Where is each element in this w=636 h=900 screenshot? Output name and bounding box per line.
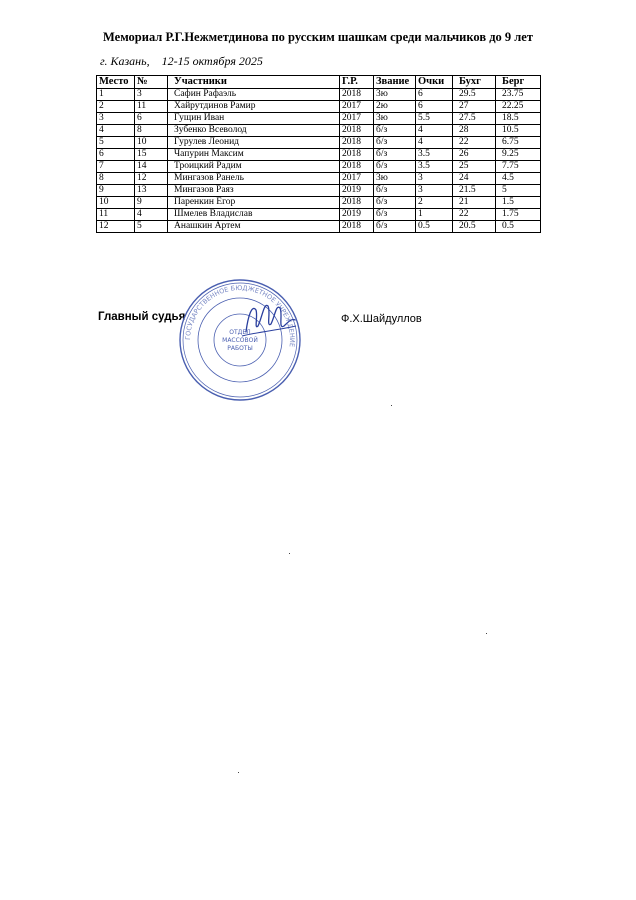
scan-speck bbox=[486, 633, 487, 634]
cell-number: 8 bbox=[135, 125, 168, 137]
cell-rank: 3ю bbox=[374, 173, 416, 185]
cell-number: 10 bbox=[135, 137, 168, 149]
cell-place: 3 bbox=[97, 113, 135, 125]
stamp-ring-text: ГОСУДАРСТВЕННОЕ БЮДЖЕТНОЕ УЧРЕЖДЕНИЕ bbox=[183, 283, 297, 348]
cell-points: 5.5 bbox=[416, 113, 453, 125]
stamp-center-line-2: МАССОВОЙ bbox=[222, 337, 258, 344]
cell-buchholz: 26 bbox=[453, 149, 496, 161]
cell-birth-year: 2017 bbox=[340, 173, 374, 185]
header-birth-year: Г.Р. bbox=[340, 76, 374, 89]
header-participants: Участники bbox=[168, 76, 340, 89]
cell-buchholz: 27.5 bbox=[453, 113, 496, 125]
cell-place: 4 bbox=[97, 125, 135, 137]
cell-berger: 1.5 bbox=[496, 197, 541, 209]
cell-buchholz: 22 bbox=[453, 209, 496, 221]
cell-buchholz: 22 bbox=[453, 137, 496, 149]
cell-number: 5 bbox=[135, 221, 168, 233]
cell-participant: Анашкин Артем bbox=[168, 221, 340, 233]
cell-berger: 18.5 bbox=[496, 113, 541, 125]
cell-number: 14 bbox=[135, 161, 168, 173]
cell-points: 3 bbox=[416, 185, 453, 197]
cell-birth-year: 2017 bbox=[340, 101, 374, 113]
scan-speck bbox=[238, 772, 239, 773]
cell-participant: Мингазов Раяз bbox=[168, 185, 340, 197]
cell-birth-year: 2018 bbox=[340, 125, 374, 137]
cell-berger: 9.25 bbox=[496, 149, 541, 161]
cell-points: 0.5 bbox=[416, 221, 453, 233]
cell-place: 8 bbox=[97, 173, 135, 185]
cell-participant: Хайрутдинов Рамир bbox=[168, 101, 340, 113]
cell-berger: 5 bbox=[496, 185, 541, 197]
header-points: Очки bbox=[416, 76, 453, 89]
cell-participant: Троицкий Радим bbox=[168, 161, 340, 173]
cell-place: 5 bbox=[97, 137, 135, 149]
header-place: Место bbox=[97, 76, 135, 89]
document-title: Мемориал Р.Г.Нежметдинова по русским шашкам среди мальчиков до 9 лет bbox=[103, 30, 533, 44]
cell-buchholz: 21.5 bbox=[453, 185, 496, 197]
cell-rank: б/з bbox=[374, 221, 416, 233]
cell-rank: 3ю bbox=[374, 113, 416, 125]
cell-berger: 1.75 bbox=[496, 209, 541, 221]
cell-berger: 6.75 bbox=[496, 137, 541, 149]
cell-number: 15 bbox=[135, 149, 168, 161]
cell-birth-year: 2018 bbox=[340, 161, 374, 173]
cell-points: 3.5 bbox=[416, 149, 453, 161]
cell-birth-year: 2019 bbox=[340, 209, 374, 221]
cell-number: 6 bbox=[135, 113, 168, 125]
chief-judge-label: Главный судья bbox=[98, 311, 186, 323]
cell-berger: 23.75 bbox=[496, 89, 541, 101]
header-number: № bbox=[135, 76, 168, 89]
event-place-dates bbox=[100, 54, 263, 69]
cell-buchholz: 21 bbox=[453, 197, 496, 209]
cell-buchholz: 20.5 bbox=[453, 221, 496, 233]
cell-points: 3.5 bbox=[416, 161, 453, 173]
cell-points: 6 bbox=[416, 89, 453, 101]
table-row bbox=[97, 125, 541, 137]
header-berger: Берг bbox=[496, 76, 541, 89]
cell-number: 13 bbox=[135, 185, 168, 197]
cell-rank: б/з bbox=[374, 197, 416, 209]
stamp-center-line-3: РАБОТЫ bbox=[227, 345, 253, 352]
cell-berger: 7.75 bbox=[496, 161, 541, 173]
event-dates: 12-15 октября 2025 bbox=[161, 54, 263, 68]
cell-buchholz: 28 bbox=[453, 125, 496, 137]
cell-participant: Шмелев Владислав bbox=[168, 209, 340, 221]
cell-participant: Гущин Иван bbox=[168, 113, 340, 125]
table-row bbox=[97, 113, 541, 125]
cell-participant: Гурулев Леонид bbox=[168, 137, 340, 149]
cell-place: 10 bbox=[97, 197, 135, 209]
cell-berger: 22.25 bbox=[496, 101, 541, 113]
header-rank: Звание bbox=[374, 76, 416, 89]
cell-participant: Сафин Рафаэль bbox=[168, 89, 340, 101]
judge-signature bbox=[238, 296, 298, 346]
cell-birth-year: 2019 bbox=[340, 185, 374, 197]
cell-birth-year: 2018 bbox=[340, 221, 374, 233]
cell-participant: Зубенко Всеволод bbox=[168, 125, 340, 137]
cell-birth-year: 2018 bbox=[340, 89, 374, 101]
cell-number: 9 bbox=[135, 197, 168, 209]
cell-participant: Паренкин Егор bbox=[168, 197, 340, 209]
cell-rank: б/з bbox=[374, 149, 416, 161]
cell-points: 4 bbox=[416, 137, 453, 149]
cell-birth-year: 2018 bbox=[340, 149, 374, 161]
cell-points: 3 bbox=[416, 173, 453, 185]
cell-place: 2 bbox=[97, 101, 135, 113]
cell-buchholz: 29.5 bbox=[453, 89, 496, 101]
table-row bbox=[97, 197, 541, 209]
cell-rank: б/з bbox=[374, 209, 416, 221]
cell-place: 12 bbox=[97, 221, 135, 233]
cell-berger: 0.5 bbox=[496, 221, 541, 233]
cell-place: 6 bbox=[97, 149, 135, 161]
cell-rank: б/з bbox=[374, 125, 416, 137]
cell-berger: 10.5 bbox=[496, 125, 541, 137]
scan-speck bbox=[289, 553, 290, 554]
header-buchholz: Бухг bbox=[453, 76, 496, 89]
cell-number: 11 bbox=[135, 101, 168, 113]
cell-place: 1 bbox=[97, 89, 135, 101]
cell-birth-year: 2018 bbox=[340, 137, 374, 149]
table-row bbox=[97, 89, 541, 101]
chief-judge-name: Ф.Х.Шайдуллов bbox=[341, 313, 422, 325]
table-row bbox=[97, 209, 541, 221]
cell-points: 1 bbox=[416, 209, 453, 221]
table-header-row bbox=[97, 76, 541, 89]
cell-birth-year: 2018 bbox=[340, 197, 374, 209]
cell-points: 4 bbox=[416, 125, 453, 137]
table-row bbox=[97, 101, 541, 113]
table-row bbox=[97, 137, 541, 149]
cell-participant: Мингазов Ранель bbox=[168, 173, 340, 185]
cell-rank: б/з bbox=[374, 185, 416, 197]
cell-buchholz: 25 bbox=[453, 161, 496, 173]
results-table bbox=[96, 75, 541, 233]
cell-participant: Чапурин Максим bbox=[168, 149, 340, 161]
cell-number: 4 bbox=[135, 209, 168, 221]
cell-rank: б/з bbox=[374, 137, 416, 149]
event-city: г. Казань, bbox=[100, 54, 150, 68]
table-row bbox=[97, 149, 541, 161]
stamp-center-line-1: ОТДЕЛ bbox=[229, 329, 251, 336]
cell-place: 9 bbox=[97, 185, 135, 197]
table-row bbox=[97, 173, 541, 185]
cell-points: 6 bbox=[416, 101, 453, 113]
table-row bbox=[97, 221, 541, 233]
cell-berger: 4.5 bbox=[496, 173, 541, 185]
table-row bbox=[97, 161, 541, 173]
cell-buchholz: 24 bbox=[453, 173, 496, 185]
cell-points: 2 bbox=[416, 197, 453, 209]
cell-number: 12 bbox=[135, 173, 168, 185]
cell-rank: 3ю bbox=[374, 89, 416, 101]
cell-place: 11 bbox=[97, 209, 135, 221]
cell-buchholz: 27 bbox=[453, 101, 496, 113]
cell-birth-year: 2017 bbox=[340, 113, 374, 125]
cell-rank: 2ю bbox=[374, 101, 416, 113]
cell-rank: б/з bbox=[374, 161, 416, 173]
scan-speck bbox=[391, 405, 392, 406]
table-row bbox=[97, 185, 541, 197]
cell-number: 3 bbox=[135, 89, 168, 101]
cell-place: 7 bbox=[97, 161, 135, 173]
